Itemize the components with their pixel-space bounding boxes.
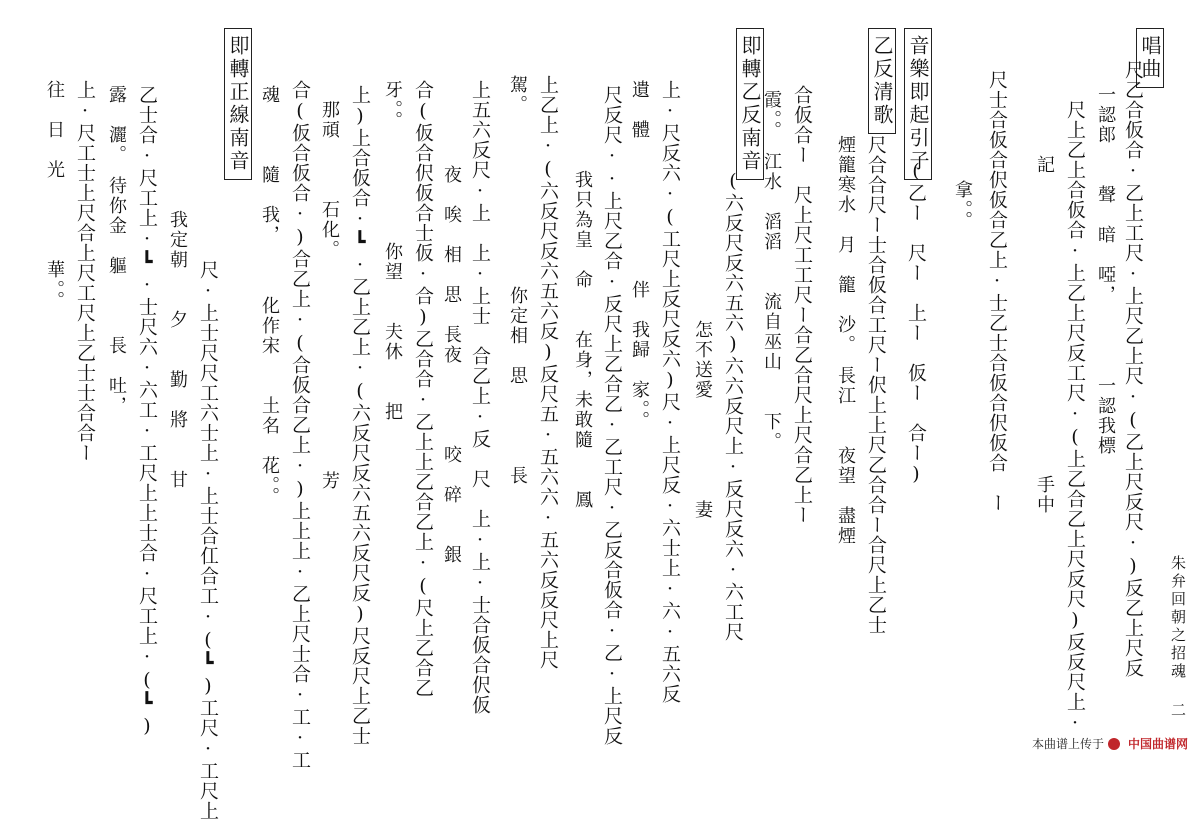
lyric-column: 一認郎 聲 暗 啞， 一認我標 — [1095, 85, 1116, 456]
lyric-column: 記 手中 — [1034, 155, 1055, 515]
notation-column: 尺上乙上合仮合·上乙上尺反工尺·(上乙合乙上尺反尺)反反尺上· — [1064, 100, 1086, 735]
notation-column: 尺合合尺ー士合仮合工尺ー伬上上尺乙合合ー合尺上乙士 — [865, 135, 887, 635]
lyric-column: 霞。。 江水 滔滔 流自巫山 下。 — [761, 90, 782, 452]
lyric-column: 怎不送愛 妻 — [692, 320, 713, 520]
lyric-column: 我只為皇 命 在身，未敢隨 鳳 — [572, 170, 593, 510]
section-label-yifan-qingge: 乙反清歌 — [868, 28, 896, 134]
notation-column: 尺士合仮合伬仮合乙上·士乙士合仮合伬仮合 ー — [986, 70, 1008, 513]
notation-column: 尺乙合仮合·乙上工尺·上尺乙上尺·(乙上尺反尺·)反乙上尺反 — [1122, 60, 1144, 678]
notation-column: 上·尺反六·(工尺上反尺反六)尺·上尺反·六士上·六·五六反 — [659, 80, 681, 704]
section-label-jizhuan-zhengxian: 即轉正線南音 — [224, 28, 252, 180]
notation-column: 尺·上士尺尺工六士上·上士合仜合工·(┗)工尺·工尺上 — [197, 260, 219, 821]
site-logo-icon — [1108, 737, 1124, 751]
lyric-column: 露 灑。 待你金 軀 長 吐， — [106, 85, 127, 416]
lyric-column: 夜 唉 相 思 長夜 咬 碎 銀 — [441, 165, 462, 565]
section-label-changqu: 唱曲 — [1136, 28, 1164, 88]
lyric-column: 遺 體 伴 我歸 家。。 — [629, 80, 650, 431]
notation-column: 尺反尺··上尺乙合·反尺上乙合乙·乙工尺·乙反合仮合·乙·上尺反 — [601, 85, 623, 746]
section-label-yinyue: 音樂即起引子 — [904, 28, 932, 180]
notation-column: 合(仮合伬仮合士仮·合)乙合合·乙上上乙合乙上·(尺上乙合乙 — [412, 80, 434, 698]
notation-column: 乙士合·尺工上·┗·士尺六·六工·工尺上上士合·尺工上·(┗) — [136, 85, 158, 738]
notation-column: 上·尺工士上尺合上尺工尺上乙士士合合ー — [74, 80, 96, 463]
notation-column: (六反尺反六五六)六六反尺上·反尺反六·六工尺 — [722, 170, 744, 642]
lyric-column: 駕。 你定相 思 長 — [507, 75, 528, 486]
footer-prefix: 本曲谱上传于 — [1031, 737, 1104, 751]
notation-column: (乙ー 尺ー 上ー 仮ー 合ー) — [905, 160, 927, 486]
notation-column: 合(仮合仮合·)合乙上·(合仮合乙上·)上上上·乙上尺士合·工·工 — [289, 80, 311, 770]
section-label-jizhuan-yifan: 即轉乙反南音 — [736, 28, 764, 180]
lyric-column: 那頑 石化。 芳 — [319, 100, 340, 491]
lyric-column: 魂 隨 我， 化作宋 土名 花。。 — [259, 85, 280, 507]
lyric-column: 牙。。 你望 夫休 把 — [382, 80, 403, 422]
notation-column: 上乙上·(六反尺反六五六反)反尺五·五六六·五六反反尺上尺 — [537, 75, 559, 670]
notation-column: 上)上合仮合·┗·乙上乙上·(六反尺反六五六反尺反)尺反尺上乙士 — [349, 85, 371, 746]
lyric-column: 拿。。 — [952, 180, 973, 231]
lyric-column: 往 日 光 華。。 — [44, 80, 65, 311]
footer — [1032, 735, 1188, 752]
lyric-column: 煙籠寒水 月 籠 沙。 長江 夜望 盡煙 — [835, 135, 856, 546]
notation-column: 合仮合ー 尺上尺工工尺ー合乙合尺上尺合乙上ー — [791, 85, 813, 525]
footer-site-name[interactable]: 中国曲谱网 — [1127, 737, 1188, 751]
notation-column: 上五六反尺·上 上·上士 合乙上·反 尺 上·上·士合仮合伬仮 — [469, 80, 491, 715]
score-title: 朱弁回朝之招魂 二 — [1169, 555, 1187, 720]
lyric-column: 我定朝 夕 勤 將 甘 — [167, 210, 188, 490]
